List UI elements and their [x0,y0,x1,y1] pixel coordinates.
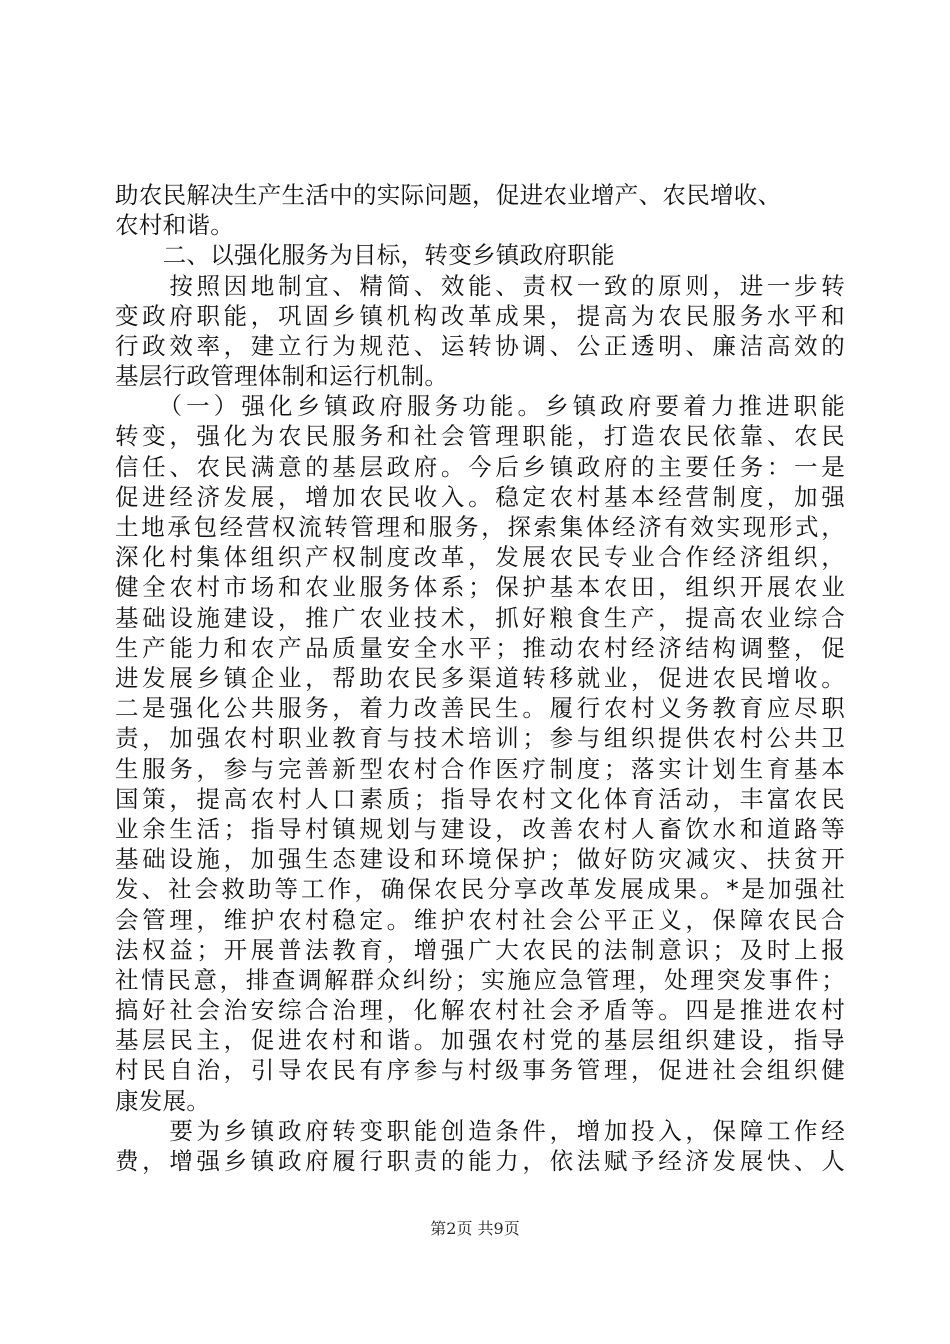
page-footer: 第2页 共9页 [430,1219,520,1238]
section-heading: 二、以强化服务为目标，转变乡镇政府职能 [115,241,615,269]
text-line: 转变，强化为农民服务和社会管理职能，打造农民依靠、农民 [115,422,845,450]
text-line: 行政效率，建立行为规范、运转协调、公正透明、廉洁高效的 [115,332,845,360]
text-line: 村民自治，引导农民有序参与村级事务管理，促进社会组织健 [115,1056,845,1084]
text-line: 生服务，参与完善新型农村合作医疗制度；落实计划生育基本 [115,755,845,783]
text-line: 信任、农民满意的基层政府。今后乡镇政府的主要任务：一是 [115,453,845,481]
text-line: 健全农村市场和农业服务体系；保护基本农田，组织开展农业 [115,573,845,601]
text-line: 康发展。 [115,1087,211,1115]
text-line: 基层行政管理体制和运行机制。 [115,362,449,390]
text-line: 社情民意，排查调解群众纠纷；实施应急管理，处理突发事件； [115,966,845,994]
text-line: 要为乡镇政府转变职能创造条件，增加投入，保障工作经 [115,1117,845,1145]
text-line: 发、社会救助等工作，确保农民分享改革发展成果。*是加强社 [115,875,845,903]
text-line: 基础设施建设，推广农业技术，抓好粮食生产，提高农业综合 [115,604,845,632]
text-line: 会管理，维护农村稳定。维护农村社会公平正义，保障农民合 [115,906,845,934]
text-line: 变政府职能，巩固乡镇机构改革成果，提高为农民服务水平和 [115,302,845,330]
text-line: 助农民解决生产生活中的实际问题，促进农业增产、农民增收、 [115,181,782,209]
text-line: 土地承包经营权流转管理和服务，探索集体经济有效实现形式， [115,513,845,541]
text-line: 深化村集体组织产权制度改革，发展农民专业合作经济组织， [115,543,845,571]
text-line: 业余生活；指导村镇规划与建设，改善农村人畜饮水和道路等 [115,815,845,843]
text-line: 二是强化公共服务，着力改善民生。履行农村义务教育应尽职 [115,694,845,722]
text-line: 农村和谐。 [115,211,234,239]
text-line: 进发展乡镇企业，帮助农民多渠道转移就业，促进农民增收。 [115,664,845,692]
text-line: 法权益；开展普法教育，增强广大农民的法制意识；及时上报 [115,936,845,964]
text-line: 费，增强乡镇政府履行职责的能力，依法赋予经济发展快、人 [115,1147,845,1175]
text-line: 基层民主，促进农村和谐。加强农村党的基层组织建设，指导 [115,1026,845,1054]
text-line: 促进经济发展，增加农民收入。稳定农村基本经营制度，加强 [115,483,845,511]
text-line: 按照因地制宜、精简、效能、责权一致的原则，进一步转 [115,272,845,300]
text-line: 生产能力和农产品质量安全水平；推动农村经济结构调整，促 [115,634,845,662]
text-line: 国策，提高农村人口素质；指导农村文化体育活动，丰富农民 [115,785,845,813]
text-line: 基础设施，加强生态建设和环境保护；做好防灾减灾、扶贫开 [115,845,845,873]
text-line: 责，加强农村职业教育与技术培训；参与组织提供农村公共卫 [115,724,845,752]
text-line: （一）强化乡镇政府服务功能。乡镇政府要着力推进职能 [115,392,845,420]
text-line: 搞好社会治安综合治理，化解农村社会矛盾等。四是推进农村 [115,996,845,1024]
